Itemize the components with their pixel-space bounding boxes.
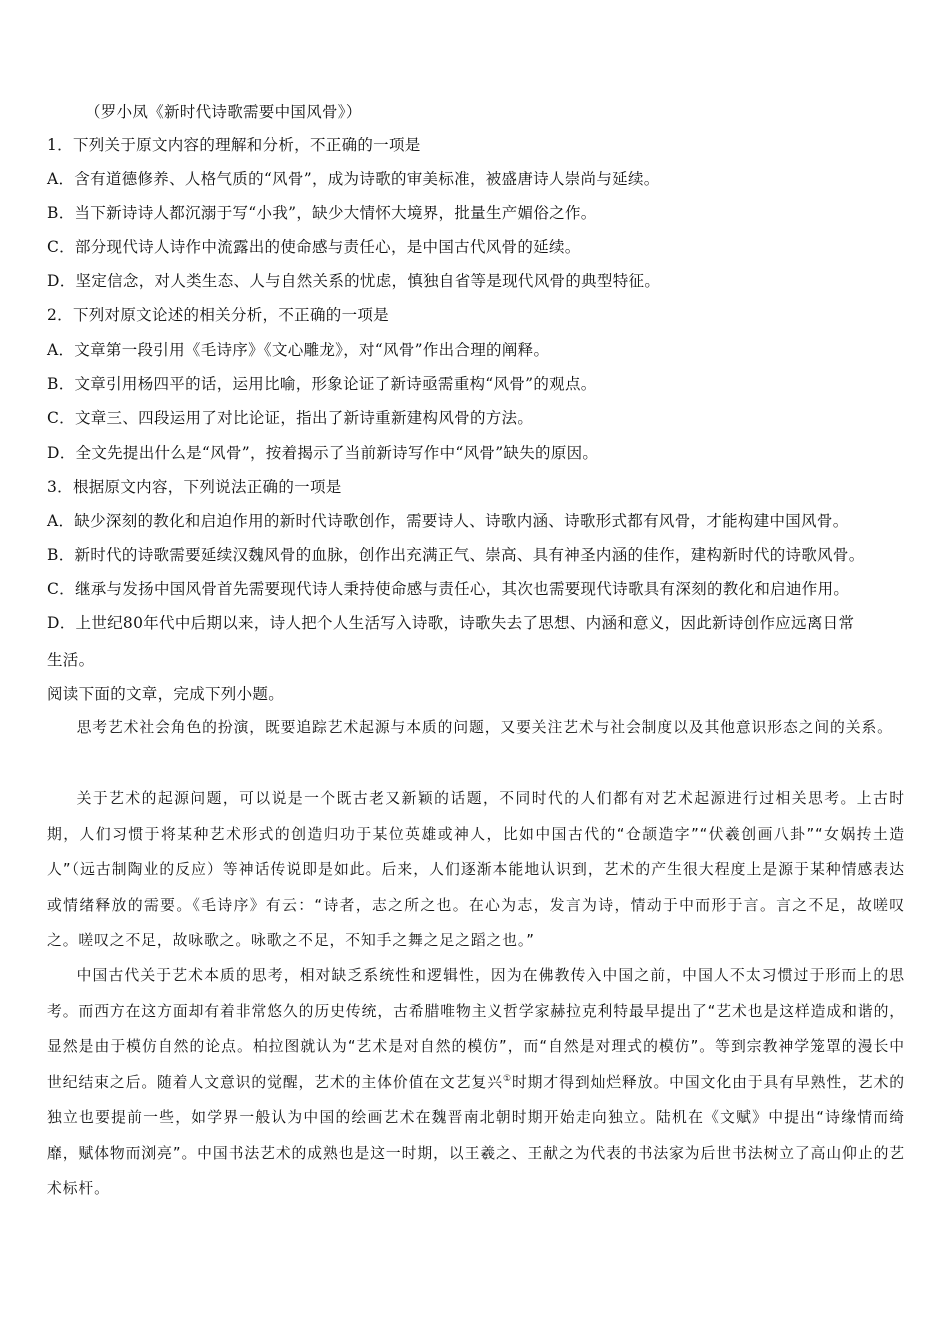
question-2-option-b: B．文章引用杨四平的话，运用比喻，形象论证了新诗亟需重构“风骨”的观点。 — [47, 375, 597, 393]
question-2-stem: 2．下列对原文论述的相关分析，不正确的一项是 — [47, 306, 389, 324]
reading-instruction: 阅读下面的文章，完成下列小题。 — [47, 685, 285, 703]
question-1-option-b: B．当下新诗诗人都沉溺于写“小我”，缺少大情怀大境界，批量生产媚俗之作。 — [47, 204, 597, 222]
footnote-marker: ① — [502, 1073, 512, 1084]
question-3-option-a: A．缺少深刻的教化和启迫作用的新时代诗歌创作，需要诗人、诗歌内涵、诗歌形式都有风骨，才能构建中国风骨。 — [47, 512, 849, 530]
passage-paragraph-3 — [47, 958, 905, 1207]
paragraph-3-text-part-2: 时期才得到灿烂释放。中国文化由于具有早熟性，艺术的独立也要提前一些，如学界一般认为中国的绘画艺术在魏晋南北朝时期开始走向独立。陆机在《文赋》中提出“诗缘情而绮靡，赋体物而浏亮”。中国书法艺术的成熟也是这一时期，以王羲之、王献之为代表的书法家为后世书法树立了高山仰止的艺术标杆。 — [47, 1073, 905, 1197]
question-1-option-c: C．部分现代诗人诗作中流露出的使命感与责任心，是中国古代风骨的延续。 — [47, 238, 581, 256]
question-1-option-d: D．坚定信念，对人类生态、人与自然关系的忧虑，慎独自省等是现代风骨的典型特征。 — [47, 272, 661, 290]
question-1-stem: 1．下列关于原文内容的理解和分析，不正确的一项是 — [47, 136, 421, 154]
question-2-option-d: D．全文先提出什么是“风骨”，按着揭示了当前新诗写作中“风骨”缺失的原因。 — [47, 444, 599, 462]
question-3-option-c: C．继承与发扬中国风骨首先需要现代诗人秉持使命感与责任心，其次也需要现代诗歌具有深刻的教化和启迪作用。 — [47, 580, 850, 598]
question-3-option-d: D．上世纪80年代中后期以来，诗人把个人生活写入诗歌，诗歌失去了思想、内涵和意义，因此新诗创作应远离日常 — [47, 614, 855, 632]
question-3-option-d-continuation: 生活。 — [47, 651, 95, 669]
question-2-option-a: A．文章第一段引用《毛诗序》《文心雕龙》，对“风骨”作出合理的阐释。 — [47, 341, 550, 359]
question-2-option-c: C．文章三、四段运用了对比论证，指出了新诗重新建构风骨的方法。 — [47, 409, 534, 427]
paragraph-3-text-part-1: 中国古代关于艺术本质的思考，相对缺乏系统性和逻辑性，因为在佛教传入中国之前，中国人不太习惯过于形而上的思考。而西方在这方面却有着非常悠久的历史传统，古希腊唯物主义哲学家赫拉克利特最早提出了“艺术也是这样造成和谐的，显然是由于模仿自然的论点。柏拉图就认为“艺术是对自然的模仿”，而“自然是对理式的模仿”。等到宗教神学笼罩的漫长中世纪结束之后。随着人文意识的觉醒，艺术的主体价值在文艺复兴 — [47, 967, 905, 1091]
passage-paragraph-1: 思考艺术社会角色的扮演，既要追踪艺术起源与本质的问题，又要关注艺术与社会制度以及其他意识形态之间的关系。 — [76, 719, 893, 736]
source-citation: （罗小凤《新时代诗歌需要中国风骨》） — [85, 103, 362, 121]
question-1-option-a: A．含有道德修养、人格气质的“风骨”，成为诗歌的审美标准，被盛唐诗人崇尚与延续。 — [47, 170, 660, 188]
passage-paragraph-2: 关于艺术的起源问题，可以说是一个既古老又新颖的话题，不同时代的人们都有对艺术起源进行过相关思考。上古时期，人们习惯于将某种艺术形式的创造归功于某位英雄或神人，比如中国古代的“仓颉造字”“伏羲创画八卦”“女娲抟土造人”（远古制陶业的反应）等神话传说即是如此。后来，人们逐渐本能地认识到，艺术的产生很大程度上是源于某种情感表达或情绪释放的需要。《毛诗序》有云：“诗者，志之所之也。在心为志，发言为诗，情动于中而形于言。言之不足，故嗟叹之。嗟叹之不足，故咏歌之。咏歌之不足，不知手之舞之足之蹈之也。” — [47, 790, 905, 949]
question-3-option-b: B．新时代的诗歌需要延续汉魏风骨的血脉，创作出充满正气、崇高、具有神圣内涵的佳作，建构新时代的诗歌风骨。 — [47, 546, 865, 564]
question-3-stem: 3．根据原文内容，下列说法正确的一项是 — [47, 478, 342, 496]
